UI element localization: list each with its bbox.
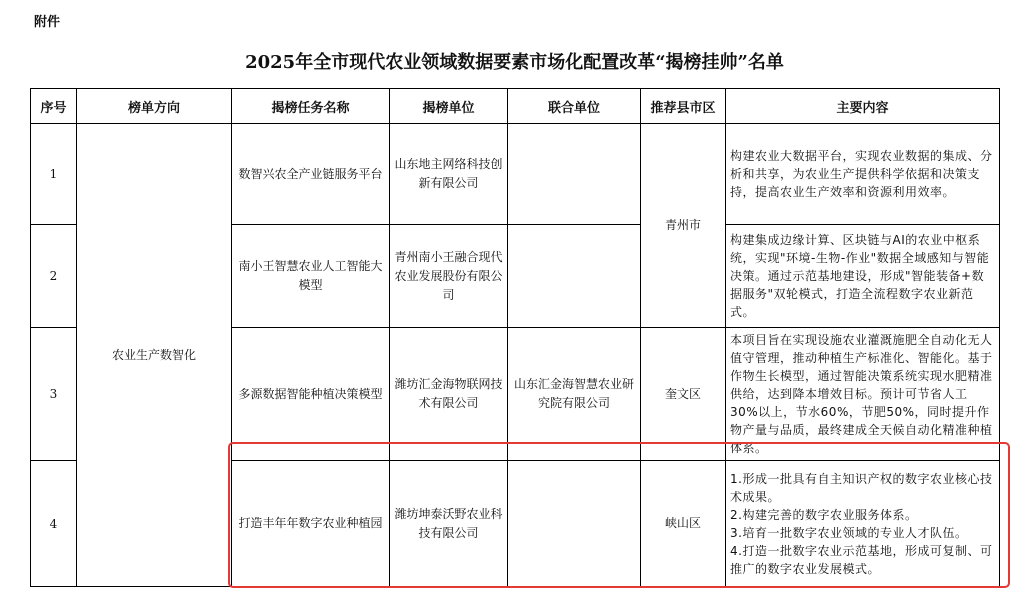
content-cell: 构建农业大数据平台，实现农业数据的集成、分析和共享，为农业生产提供科学依据和决策支持，提高农业生产效率和资源利用效率。 xyxy=(726,124,1000,225)
joint-cell: 山东汇金海智慧农业研究院有限公司 xyxy=(508,328,641,461)
unit-cell: 青州南小王融合现代农业发展股份有限公司 xyxy=(390,225,508,328)
task-cell: 打造丰年年数字农业种植园 xyxy=(232,461,390,587)
task-cell: 南小王智慧农业人工智能大模型 xyxy=(232,225,390,328)
table-row xyxy=(31,124,1000,225)
header-county: 推荐县市区 xyxy=(641,89,726,124)
header-joint: 联合单位 xyxy=(508,89,641,124)
header-unit: 揭榜单位 xyxy=(390,89,508,124)
joint-cell xyxy=(508,461,641,587)
page-title: 2025年全市现代农业领域数据要素市场化配置改革“揭榜挂帅”名单 xyxy=(245,52,784,73)
row-seq: 4 xyxy=(31,461,77,587)
header-content: 主要内容 xyxy=(726,89,1000,124)
header-direction: 榜单方向 xyxy=(77,89,232,124)
content-line: 3.培育一批数字农业领域的专业人才队伍。 xyxy=(730,525,968,540)
county-cell: 青州市 xyxy=(641,124,726,328)
content-line: 2.构建完善的数字农业服务体系。 xyxy=(730,507,918,522)
task-cell: 多源数据智能种植决策模型 xyxy=(232,328,390,461)
table-header-row xyxy=(31,89,1000,124)
list-table xyxy=(30,88,1000,587)
unit-cell: 潍坊汇金海物联网技术有限公司 xyxy=(390,328,508,461)
content-line: 4.打造一批数字农业示范基地，形成可复制、可推广的数字农业发展模式。 xyxy=(730,543,993,576)
county-cell: 奎文区 xyxy=(641,328,726,461)
header-seq: 序号 xyxy=(31,89,77,124)
content-cell: 本项目旨在实现设施农业灌溉施肥全自动化无人值守管理，推动种植生产标准化、智能化。基于作物生长模型，通过智能决策系统实现水肥精准供给，达到降本增效目标。预计可节省人工30%以上，节水60%，节肥50%，同时提升作物产量与品质，最终建成全天候自动化精准种植体系。 xyxy=(726,328,1000,461)
county-cell: 峡山区 xyxy=(641,461,726,587)
content-cell: 构建集成边缘计算、区块链与AI的农业中枢系统，实现"环境-生物-作业"数据全域感知与智能决策。通过示范基地建设，形成"智能装备+数据服务"双轮模式，打造全流程数字农业新范式。 xyxy=(726,225,1000,328)
direction-cell: 农业生产数智化 xyxy=(77,124,232,587)
row-seq: 1 xyxy=(31,124,77,225)
content-line: 1.形成一批具有自主知识产权的数字农业核心技术成果。 xyxy=(730,471,993,504)
joint-cell xyxy=(508,124,641,225)
joint-cell xyxy=(508,225,641,328)
row-seq: 2 xyxy=(31,225,77,328)
attachment-label: 附件 xyxy=(34,15,61,30)
row-seq: 3 xyxy=(31,328,77,461)
unit-cell: 山东地主网络科技创新有限公司 xyxy=(390,124,508,225)
content-cell xyxy=(726,461,1000,587)
unit-cell: 潍坊坤泰沃野农业科技有限公司 xyxy=(390,461,508,587)
header-task: 揭榜任务名称 xyxy=(232,89,390,124)
task-cell: 数智兴农全产业链服务平台 xyxy=(232,124,390,225)
